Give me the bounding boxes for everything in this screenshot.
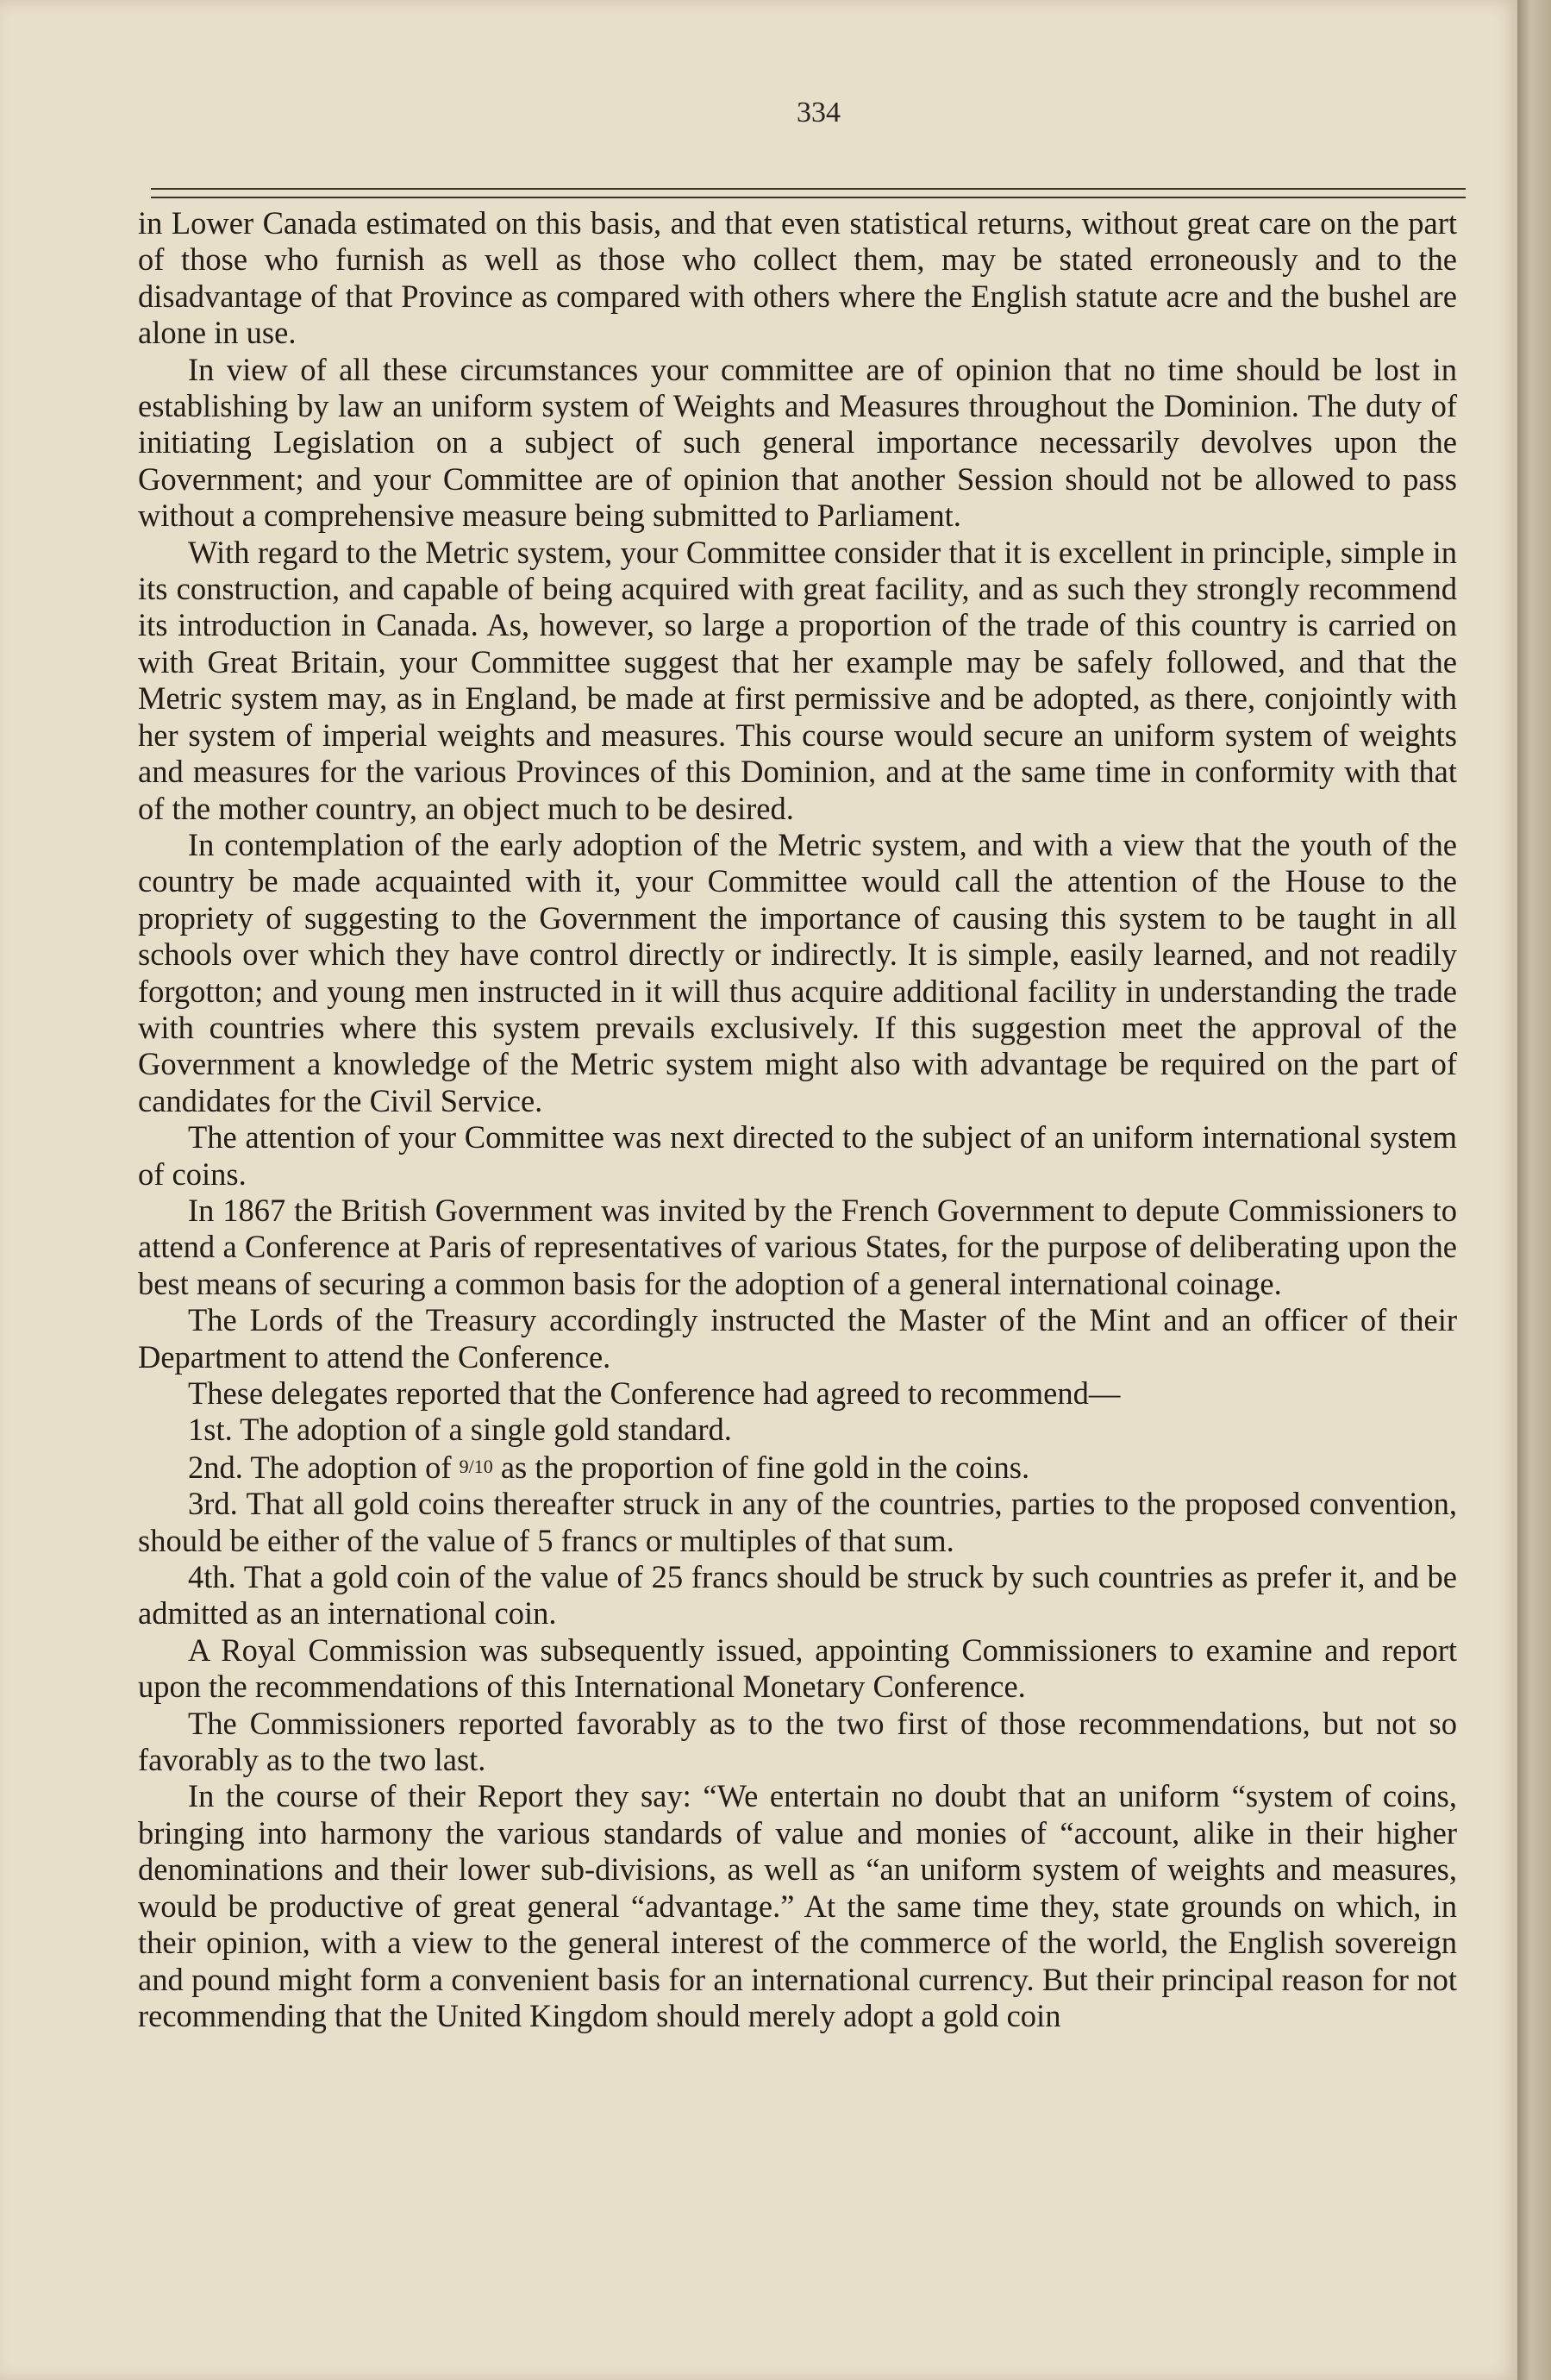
paragraph-coins-intro: The attention of your Committee was next directed to the subject of an uniform international system of coins. bbox=[138, 1119, 1457, 1192]
header-rule-bottom bbox=[151, 197, 1466, 198]
paragraph-uniform-system: In view of all these circumstances your committee are of opinion that no time should be lost in establishing by law an uniform system of Weights and Measures throughout the Dominion. The duty of initiating Legislation on a subject of such general importance necessarily devolves upon the Government; and your Committee are of opinion that another Session should not be allowed to pass without a comprehensive measure being submitted to Parliament. bbox=[138, 351, 1457, 534]
recommendation-4th: 4th. That a gold coin of the value of 25 francs should be struck by such countries as prefer it, and be admitted as an international coin. bbox=[138, 1559, 1457, 1632]
paragraph-metric-system: With regard to the Metric system, your Committee consider that it is excellent in principle, simple in its construction, and capable of being acquired with great facility, and as such they strongly recommend its introduction in Canada. As, however, so large a proportion of the trade of this country is carried on with Great Britain, your Committee suggest that her example may be safely followed, and that the Metric system may, as in England, be made at first permissive and be adopted, as there, conjointly with her system of imperial weights and measures. This course would secure an uniform system of weights and measures for the various Provinces of this Dominion, and at the same time in conformity with that of the mother country, an object much to be desired. bbox=[138, 534, 1457, 826]
paragraph-royal-commission: A Royal Commission was subsequently issued, appointing Commissioners to examine and report upon the recommendations of this International Monetary Conference. bbox=[138, 1632, 1457, 1705]
paragraph-delegates: These delegates reported that the Conference had agreed to recommend— bbox=[188, 1375, 1121, 1411]
recommendation-1st: 1st. The adoption of a single gold standard. bbox=[188, 1412, 732, 1448]
page-number: 334 bbox=[797, 97, 841, 128]
paragraph-lower-canada: in Lower Canada estimated on this basis, and that even statistical returns, without great care on the part of those who furnish as well as those who collect them, may be stated erroneously and to the disadvantage of that Province as compared with others where the English statute acre and the bushel are alone in use. bbox=[138, 205, 1457, 351]
fraction-nine-tenths: 9/10 bbox=[459, 1455, 493, 1477]
paragraph-metric-schools: In contemplation of the early adoption of the Metric system, and with a view that the youth of the country be made acquainted with it, your Committee would call the attention of the House to the propriety of suggesting to the Government the importance of causing this system to be taught in all schools over which they have control directly or indirectly. It is simple, easily learned, and not readily forgotton; and young men instructed in it will thus acquire additional facility in understanding the trade with countries where this system prevails exclusively. If this suggestion meet the approval of the Government a knowledge of the Metric system might also with advantage be required on the part of candidates for the Civil Service. bbox=[138, 826, 1457, 1118]
body-text bbox=[138, 205, 1457, 2034]
paragraph-commissioners-report: The Commissioners reported favorably as to the two first of those recommendations, but not so favorably as to the two last. bbox=[138, 1705, 1457, 1778]
recommendation-3rd: 3rd. That all gold coins thereafter struck in any of the countries, parties to the proposed convention, should be either of the value of 5 francs or multiples of that sum. bbox=[138, 1486, 1457, 1558]
paragraph-1867-conference: In 1867 the British Government was invited by the French Government to depute Commissioners to attend a Conference at Paris of representatives of various States, for the purpose of deliberating upon the best means of securing a common basis for the adoption of a general international coinage. bbox=[138, 1192, 1457, 1301]
header-rule-top bbox=[151, 188, 1466, 190]
book-gutter bbox=[1517, 0, 1551, 2380]
recommendation-2nd-after: as the proportion of fine gold in the coins. bbox=[500, 1449, 1030, 1485]
recommendation-2nd bbox=[138, 1449, 1457, 1486]
paragraph-treasury: The Lords of the Treasury accordingly instructed the Master of the Mint and an officer of their Department to attend the Conference. bbox=[138, 1302, 1457, 1375]
recommendation-2nd-before: 2nd. The adoption of bbox=[188, 1449, 452, 1485]
paragraph-report-quote: In the course of their Report they say: “We entertain no doubt that an uniform “system of coins, bringing into harmony the various standards of value and monies of “account, alike in their higher denominations and their lower sub-divisions, as well as “an uniform system of weights and measures, would be productive of great general “advantage.” At the same time they, state grounds on which, in their opinion, with a view to the general interest of the commerce of the world, the English sovereign and pound might form a convenient basis for an international currency. But their principal reason for not recommending that the United Kingdom should merely adopt a gold coin bbox=[138, 1778, 1457, 2033]
